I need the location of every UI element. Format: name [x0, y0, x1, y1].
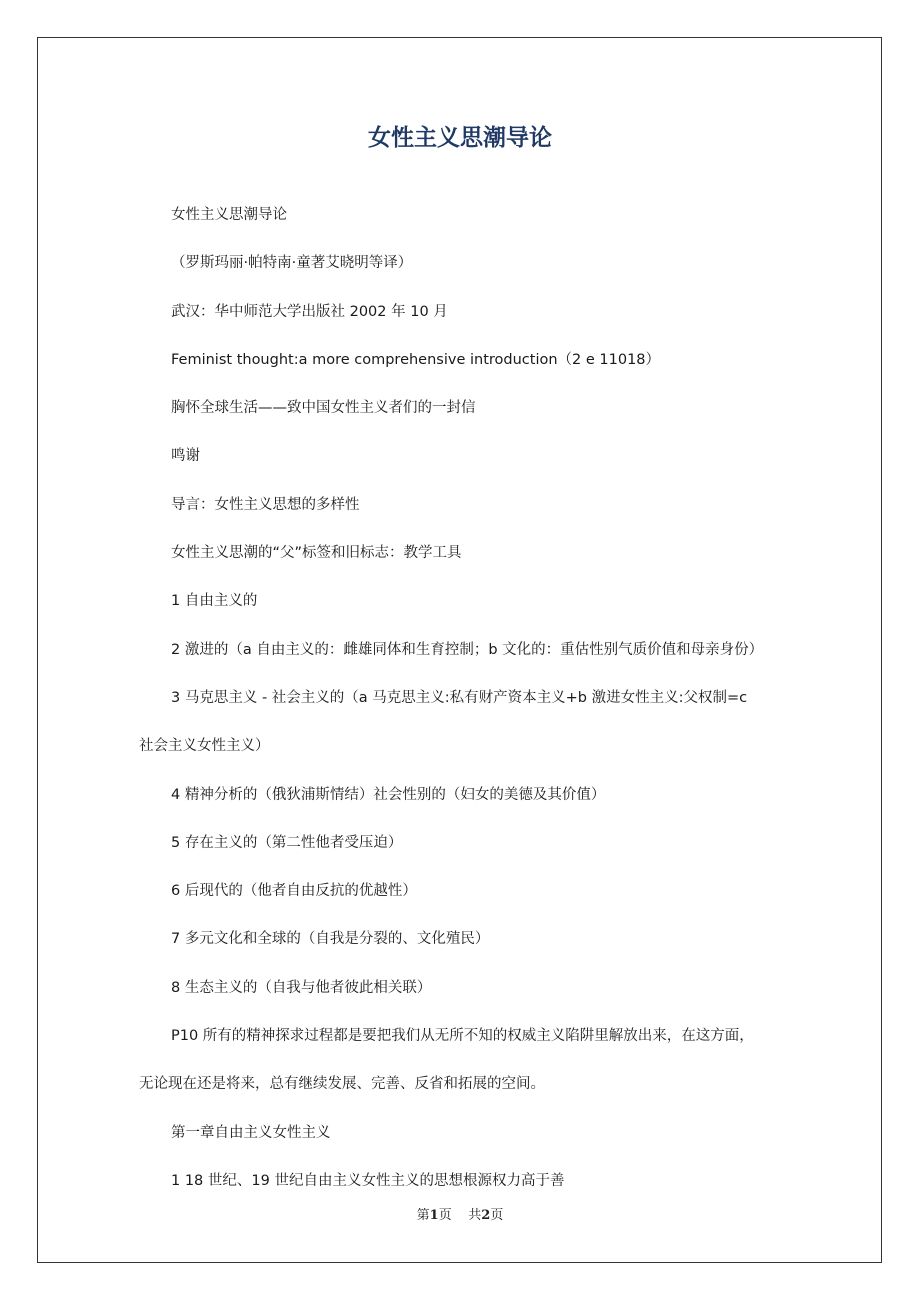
paragraph: P10 所有的精神探求过程都是要把我们从无所不知的权威主义陷阱里解放出来，在这方面， — [171, 1028, 754, 1045]
footer-total-suffix: 页 — [490, 1208, 504, 1223]
paragraph: 3 马克思主义 - 社会主义的（a 马克思主义:私有财产资本主义+b 激进女性主义:父权制=c — [171, 689, 748, 706]
paragraph: 胸怀全球生活——致中国女性主义者们的一封信 — [171, 400, 476, 417]
paragraph: 2 激进的（a 自由主义的：雌雄同体和生育控制；b 文化的：重估性别气质价值和母亲身份） — [171, 641, 764, 658]
paragraph: 鸣谢 — [171, 448, 200, 465]
paragraph: 女性主义思潮的“父”标签和旧标志：教学工具 — [171, 545, 462, 562]
paragraph: 无论现在还是将来，总有继续发展、完善、反省和拓展的空间。 — [139, 1076, 545, 1093]
paragraph: 4 精神分析的（俄狄浦斯情结）社会性别的（妇女的美德及其价值） — [171, 786, 606, 803]
paragraph: 导言：女性主义思想的多样性 — [171, 496, 360, 513]
paragraph: Feminist thought:a more comprehensive introduction（2 e 11018） — [171, 351, 661, 368]
paragraph: 8 生态主义的（自我与他者彼此相关联） — [171, 979, 432, 996]
paragraph: 武汉：华中师范大学出版社 2002 年 10 月 — [171, 303, 448, 320]
paragraph: 女性主义思潮导论 — [171, 207, 287, 223]
document-body — [139, 191, 799, 1205]
paragraph: 社会主义女性主义） — [139, 738, 270, 755]
document-title: 女性主义思潮导论 — [368, 125, 552, 151]
paragraph: 7 多元文化和全球的（自我是分裂的、文化殖民） — [171, 931, 490, 948]
footer-page-word: 页 — [438, 1208, 452, 1223]
footer-total-pages: 2 — [481, 1208, 491, 1223]
paragraph: （罗斯玛丽·帕特南·童著艾晓明等译） — [171, 255, 413, 272]
paragraph: 1 自由主义的 — [171, 593, 258, 610]
footer-total-prefix: 共 — [468, 1208, 482, 1223]
paragraph: 5 存在主义的（第二性他者受压迫） — [171, 834, 403, 851]
page-footer — [0, 1206, 920, 1226]
paragraph: 1 18 世纪、19 世纪自由主义女性主义的思想根源权力高于善 — [171, 1172, 565, 1189]
paragraph: 第一章自由主义女性主义 — [171, 1124, 331, 1141]
footer-prefix: 第 — [416, 1208, 430, 1223]
footer-current-page: 1 — [429, 1208, 439, 1223]
paragraph: 6 后现代的（他者自由反抗的优越性） — [171, 883, 417, 900]
